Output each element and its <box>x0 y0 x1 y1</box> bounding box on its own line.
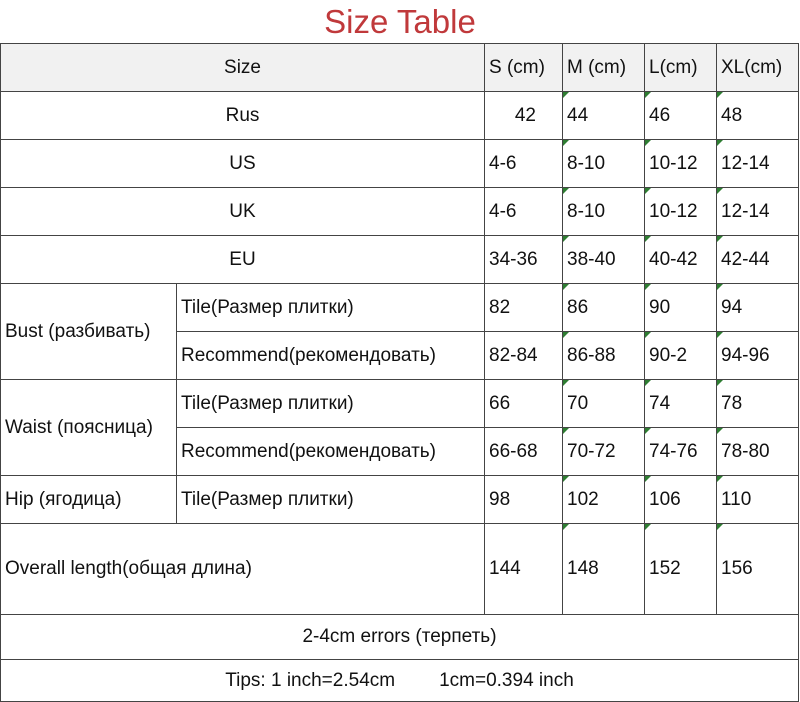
cell-bust-tile-m: 86 <box>563 284 645 332</box>
cell-corner-marker <box>563 476 569 482</box>
col-header-l: L(cm) <box>645 44 717 92</box>
cell-eu-s: 34-36 <box>485 236 563 284</box>
cell-corner-marker <box>563 428 569 434</box>
cell-corner-marker <box>563 332 569 338</box>
cell-corner-marker <box>645 236 651 242</box>
row-label-hip: Hip (ягодица) <box>1 476 177 524</box>
cell-corner-marker <box>645 188 651 194</box>
table-row-note <box>1 615 799 660</box>
cell-uk-m: 8-10 <box>563 188 645 236</box>
row-label-rus: Rus <box>1 92 485 140</box>
cell-corner-marker <box>563 524 569 530</box>
cell-hip-l: 106 <box>645 476 717 524</box>
cell-corner-marker <box>563 140 569 146</box>
cell-us-xl: 12-14 <box>717 140 799 188</box>
table-row-waist-tile <box>1 380 799 428</box>
cell-waist-rec-s: 66-68 <box>485 428 563 476</box>
table-row-hip <box>1 476 799 524</box>
table-row-eu <box>1 236 799 284</box>
cell-bust-tile-l: 90 <box>645 284 717 332</box>
cell-bust-rec-s: 82-84 <box>485 332 563 380</box>
size-table <box>0 43 799 702</box>
bust-recommend-label: Recommend(рекомендовать) <box>177 332 485 380</box>
cell-uk-s: 4-6 <box>485 188 563 236</box>
errors-note: 2-4cm errors (терпеть) <box>1 615 799 660</box>
cell-corner-marker <box>717 332 723 338</box>
row-label-waist: Waist (поясница) <box>1 380 177 476</box>
cell-corner-marker <box>645 524 651 530</box>
cell-eu-m: 38-40 <box>563 236 645 284</box>
cell-hip-xl: 110 <box>717 476 799 524</box>
cell-corner-marker <box>717 188 723 194</box>
cell-corner-marker <box>717 140 723 146</box>
table-row-tips <box>1 660 799 702</box>
table-row-uk <box>1 188 799 236</box>
col-header-xl: XL(cm) <box>717 44 799 92</box>
row-label-uk: UK <box>1 188 485 236</box>
cell-corner-marker <box>645 140 651 146</box>
cell-waist-tile-xl: 78 <box>717 380 799 428</box>
tips-cell <box>1 660 799 702</box>
cell-overall-m: 148 <box>563 524 645 615</box>
cell-us-s: 4-6 <box>485 140 563 188</box>
cell-corner-marker <box>563 92 569 98</box>
cell-corner-marker <box>717 476 723 482</box>
cell-waist-tile-m: 70 <box>563 380 645 428</box>
header-row <box>1 44 799 92</box>
cell-corner-marker <box>717 284 723 290</box>
cell-corner-marker <box>645 332 651 338</box>
waist-recommend-label: Recommend(рекомендовать) <box>177 428 485 476</box>
row-label-us: US <box>1 140 485 188</box>
cell-uk-xl: 12-14 <box>717 188 799 236</box>
table-row-us <box>1 140 799 188</box>
tips-cm: 1cm=0.394 inch <box>439 669 574 691</box>
tips-inch: Tips: 1 inch=2.54cm <box>225 669 396 691</box>
cell-corner-marker <box>717 428 723 434</box>
cell-rus-m: 44 <box>563 92 645 140</box>
cell-eu-l: 40-42 <box>645 236 717 284</box>
row-label-eu: EU <box>1 236 485 284</box>
cell-corner-marker <box>645 476 651 482</box>
cell-corner-marker <box>645 284 651 290</box>
cell-rus-s: 42 <box>485 92 563 140</box>
cell-waist-tile-l: 74 <box>645 380 717 428</box>
cell-corner-marker <box>563 380 569 386</box>
cell-bust-rec-l: 90-2 <box>645 332 717 380</box>
cell-hip-m: 102 <box>563 476 645 524</box>
bust-tile-label: Tile(Размер плитки) <box>177 284 485 332</box>
cell-corner-marker <box>717 92 723 98</box>
cell-rus-xl: 48 <box>717 92 799 140</box>
cell-bust-tile-xl: 94 <box>717 284 799 332</box>
cell-corner-marker <box>645 92 651 98</box>
cell-overall-l: 152 <box>645 524 717 615</box>
cell-waist-rec-m: 70-72 <box>563 428 645 476</box>
page-title: Size Table <box>324 3 476 40</box>
cell-waist-rec-xl: 78-80 <box>717 428 799 476</box>
table-row-rus <box>1 92 799 140</box>
cell-us-l: 10-12 <box>645 140 717 188</box>
col-header-m: M (cm) <box>563 44 645 92</box>
cell-corner-marker <box>563 236 569 242</box>
cell-corner-marker <box>717 380 723 386</box>
table-row-overall <box>1 524 799 615</box>
cell-corner-marker <box>563 188 569 194</box>
cell-waist-tile-s: 66 <box>485 380 563 428</box>
cell-waist-rec-l: 74-76 <box>645 428 717 476</box>
cell-corner-marker <box>717 524 723 530</box>
cell-bust-tile-s: 82 <box>485 284 563 332</box>
table-row-bust-tile <box>1 284 799 332</box>
cell-hip-s: 98 <box>485 476 563 524</box>
hip-tile-label: Tile(Размер плитки) <box>177 476 485 524</box>
cell-uk-l: 10-12 <box>645 188 717 236</box>
size-header: Size <box>1 44 485 92</box>
cell-overall-xl: 156 <box>717 524 799 615</box>
row-label-bust: Bust (разбивать) <box>1 284 177 380</box>
cell-rus-l: 46 <box>645 92 717 140</box>
row-label-overall: Overall length(общая длина) <box>1 524 485 615</box>
cell-corner-marker <box>717 236 723 242</box>
waist-tile-label: Tile(Размер плитки) <box>177 380 485 428</box>
cell-corner-marker <box>645 380 651 386</box>
cell-eu-xl: 42-44 <box>717 236 799 284</box>
cell-overall-s: 144 <box>485 524 563 615</box>
cell-corner-marker <box>563 284 569 290</box>
cell-corner-marker <box>645 428 651 434</box>
cell-bust-rec-xl: 94-96 <box>717 332 799 380</box>
cell-bust-rec-m: 86-88 <box>563 332 645 380</box>
cell-us-m: 8-10 <box>563 140 645 188</box>
col-header-s: S (cm) <box>485 44 563 92</box>
